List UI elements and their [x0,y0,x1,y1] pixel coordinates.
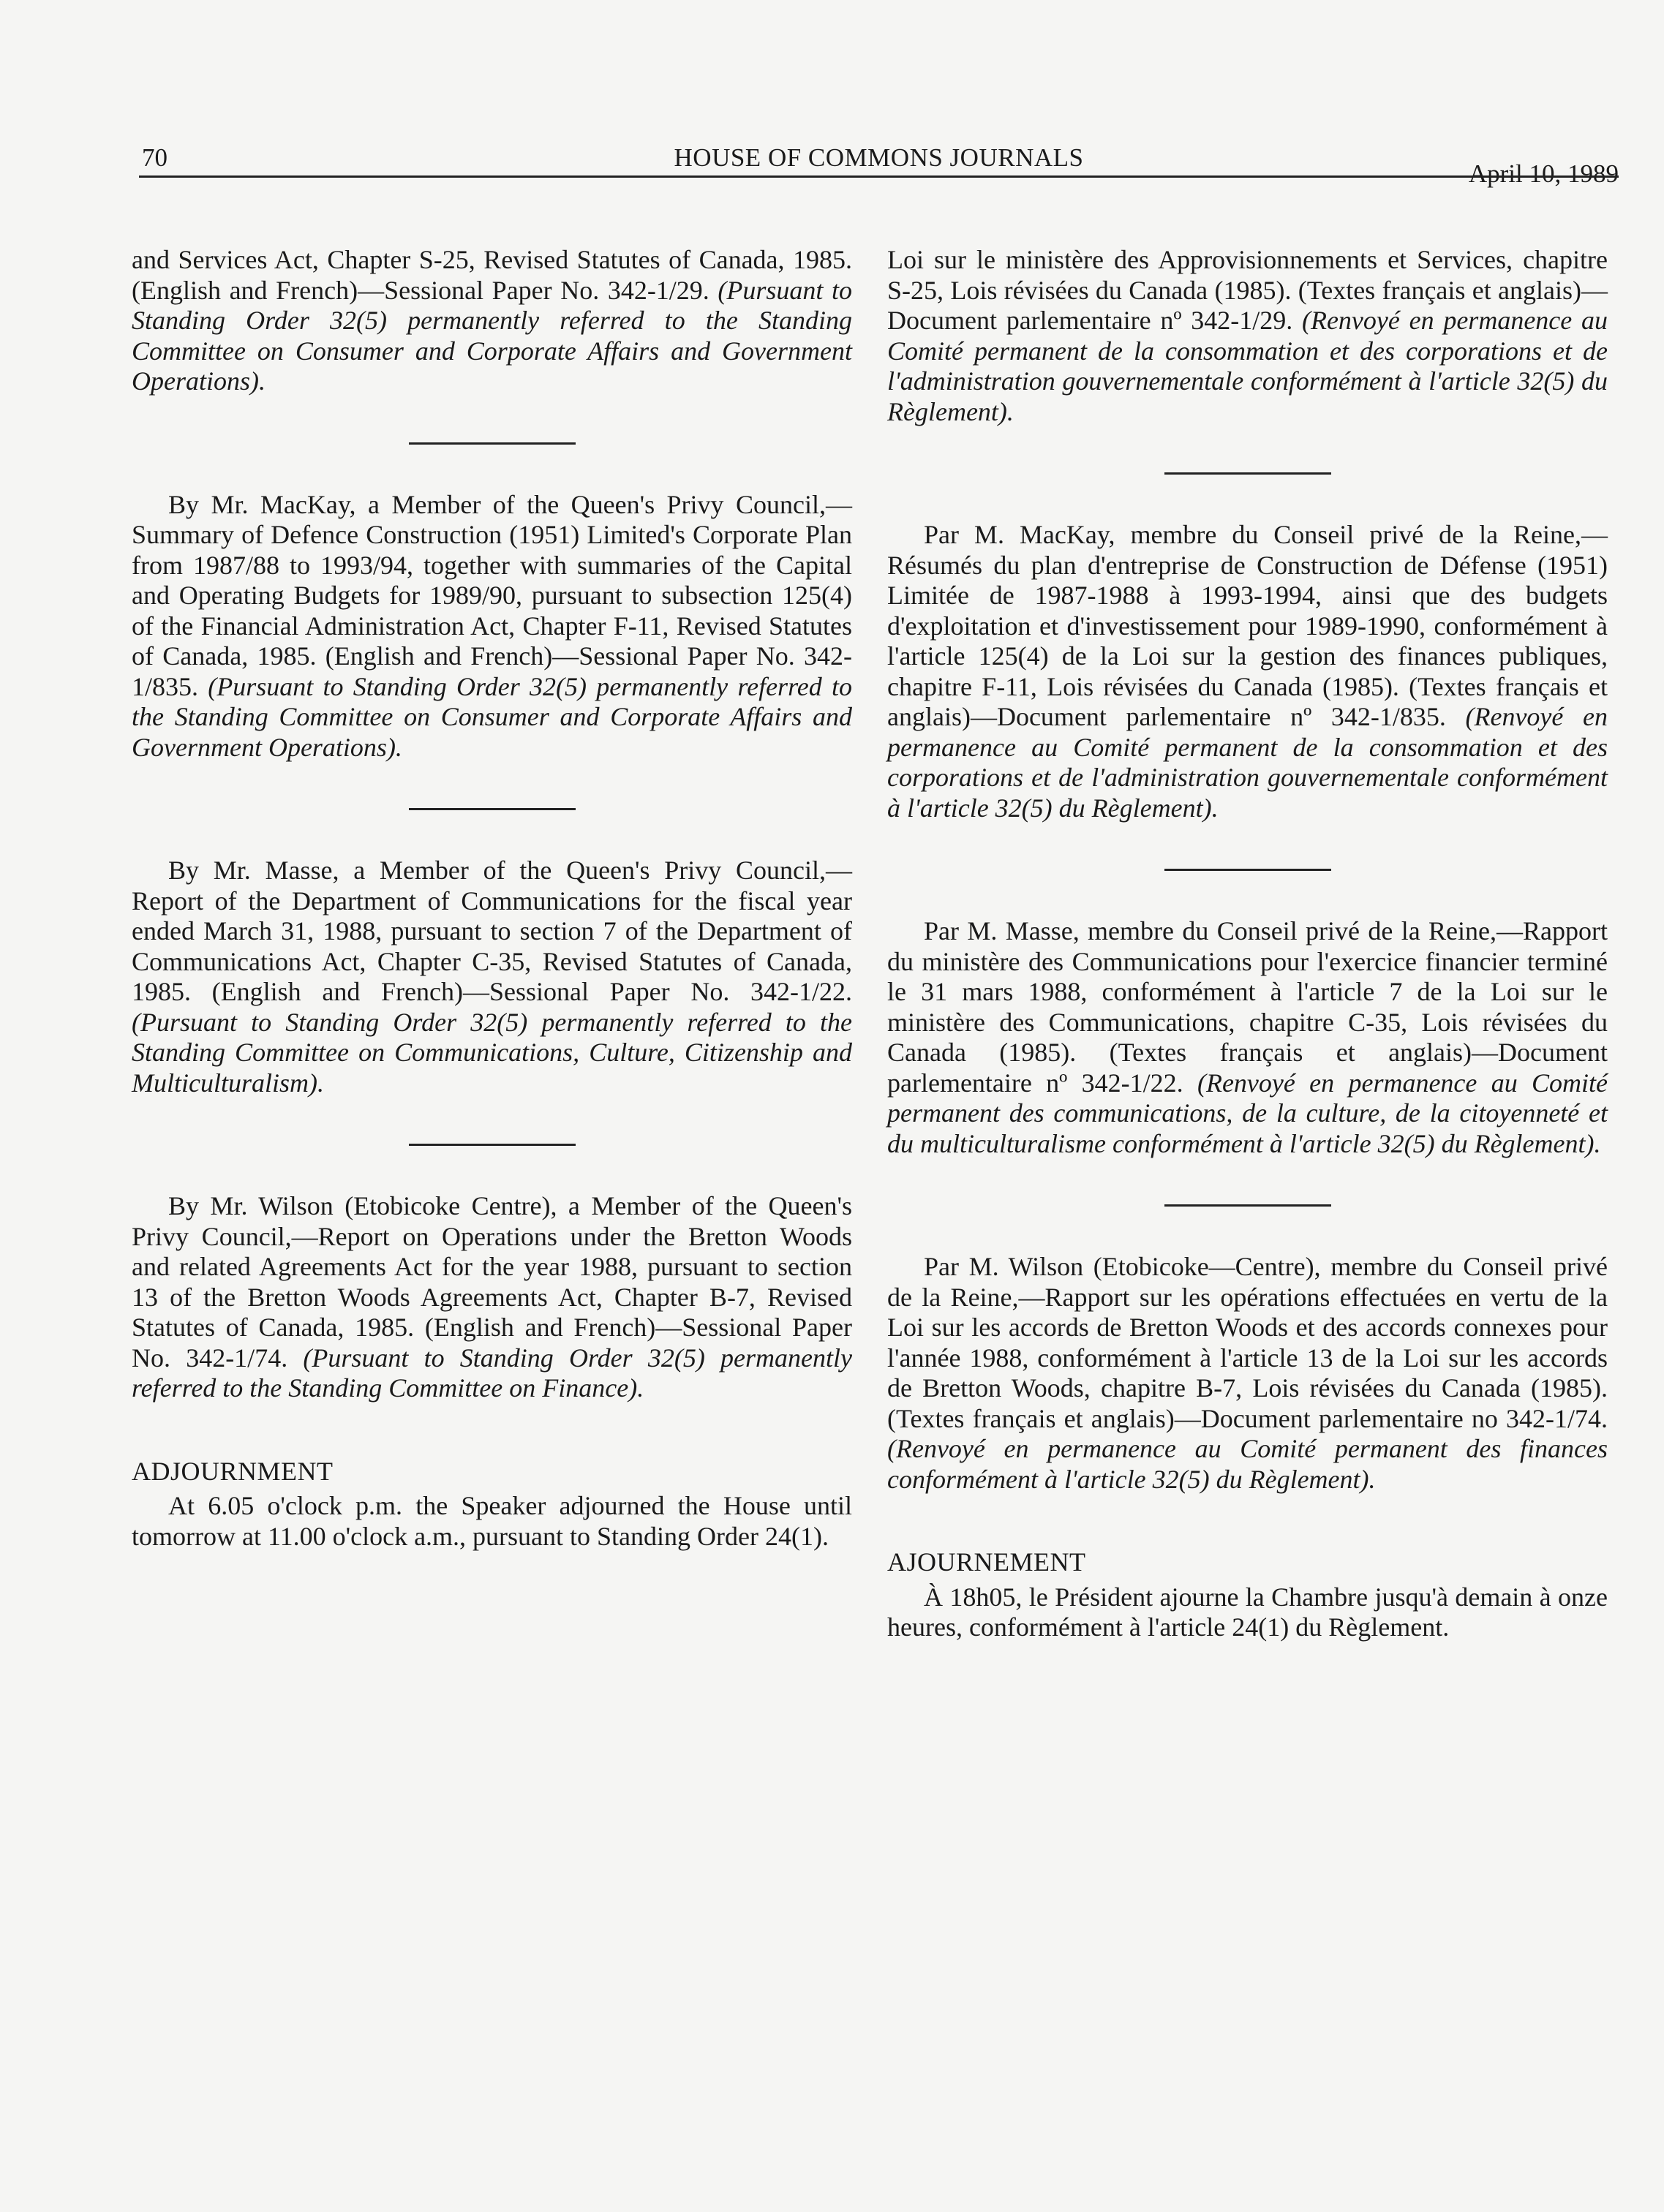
section-divider [1164,472,1331,475]
en-p2-text: By Mr. MacKay, a Member of the Queen's Privy Council,—Summary of Defence Construction (1951) Limited's Corporate Plan from 1987/88 to 1993/94, together with summaries of the Capital and Operating Budgets for 1989/90, pursuant to subsection 125(4) of the Financial Administration Act, Chapter F-11, Revised Statutes of Canada, 1985. (English and French)—Sessional Paper No. 342-1/835. [132,489,852,701]
en-paragraph-3 [132,856,852,1098]
en-p4-reference: (Pursuant to Standing Order 32(5) permanently referred to the Standing Committee on Finance). [132,1343,852,1403]
journal-title: HOUSE OF COMMONS JOURNALS [674,143,1084,172]
page-number: 70 [142,143,167,172]
fr-p1-reference: (Renvoyé en permanence au Comité permanent de la consommation et des corporations et de l'administration gouvernementale conformément à l'article 32(5) du Règlement). [887,306,1608,426]
header-rule [139,175,1619,178]
en-p2-reference: (Pursuant to Standing Order 32(5) permanently referred to the Standing Committee on Consumer and Corporate Affairs and Government Operations). [132,671,852,762]
fr-p3-reference: (Renvoyé en permanence au Comité permanent des communications, de la culture, de la citoyenneté et du multiculturalisme conformément à l'article 32(5) du Règlement). [887,1068,1608,1158]
fr-adjournment-heading: AJOURNEMENT [887,1547,1086,1577]
fr-paragraph-4 [887,1252,1608,1495]
fr-paragraph-3 [887,916,1608,1159]
en-p3-reference: (Pursuant to Standing Order 32(5) permanently referred to the Standing Committee on Communications, Culture, Citizenship and Multiculturalism). [132,1007,852,1098]
fr-p4-reference: (Renvoyé en permanence au Comité permanent des finances conformément à l'article 32(5) du Règlement). [887,1434,1608,1494]
section-divider [409,1144,576,1146]
en-paragraph-4 [132,1191,852,1404]
en-paragraph-1 [132,245,852,397]
en-p3-text: By Mr. Masse, a Member of the Queen's Privy Council,—Report of the Department of Communications for the fiscal year ended March 31, 1988, pursuant to section 7 of the Department of Communications Act, Chapter C-35, Revised Statutes of Canada, 1985. (English and French)—Sessional Paper No. 342-1/22. [132,856,852,1006]
english-column [132,245,852,1552]
section-divider [1164,869,1331,871]
en-p4-text: By Mr. Wilson (Etobicoke Centre), a Member of the Queen's Privy Council,—Report on Operations under the Bretton Woods and related Agreements Act for the year 1988, pursuant to section 13 of the Bretton Woods Agreements Act, Chapter B-7, Revised Statutes of Canada, 1985. (English and French)—Sessional Paper No. 342-1/74. [132,1191,852,1373]
fr-p4-text: Par M. Wilson (Etobicoke—Centre), membre du Conseil privé de la Reine,—Rapport sur les opérations effectuées en vertu de la Loi sur les accords de Bretton Woods et des accords connexes pour l'année 1988, conformément à l'article 13 de la Loi sur les accords de Bretton Woods, chapitre B-7, Lois révisées du Canada (1985). (Textes français et anglais)—Document parlementaire no 342-1/74. [887,1252,1608,1433]
en-paragraph-2 [132,490,852,763]
fr-p3-text: Par M. Masse, membre du Conseil privé de la Reine,—Rapport du ministère des Communications pour l'exercice financier terminé le 31 mars 1988, conformément à l'article 7 de la Loi sur le ministère des Communications, chapitre C-35, Lois révisées du Canada (1985). (Textes français et anglais)—Document parlementaire nº 342-1/22. [887,916,1608,1098]
fr-paragraph-2 [887,520,1608,823]
fr-p2-reference: (Renvoyé en permanence au Comité permanent de la consommation et des corporations et de l'administration gouvernementale conformément à l'article 32(5) du Règlement). [887,702,1608,823]
en-p1-text: and Services Act, Chapter S-25, Revised Statutes of Canada, 1985. (English and French)—Sessional Paper No. 342-1/29. [132,245,852,305]
en-adjournment-heading: ADJOURNMENT [132,1456,334,1486]
section-divider [409,808,576,810]
header-date: April 10, 1989 [1468,159,1619,188]
fr-paragraph-1 [887,245,1608,427]
fr-adjournment-text: À 18h05, le Président ajourne la Chambre jusqu'à demain à onze heures, conformément à l'article 24(1) du Règlement. [887,1582,1608,1642]
en-p1-reference: (Pursuant to Standing Order 32(5) permanently referred to the Standing Committee on Consumer and Corporate Affairs and Government Operations). [132,275,852,396]
fr-p2-text: Par M. MacKay, membre du Conseil privé de la Reine,—Résumés du plan d'entreprise de Construction de Défense (1951) Limitée de 1987-1988 à 1993-1994, ainsi que des budgets d'exploitation et d'investissement pour 1989-1990, conformément à l'article 125(4) de la Loi sur la gestion des finances publiques, chapitre F-11, Lois révisées du Canada (1985). (Textes français et anglais)—Document parlementaire nº 342-1/835. [887,520,1608,731]
page-header [139,143,1619,188]
french-column [887,245,1608,1643]
en-adjournment-text: At 6.05 o'clock p.m. the Speaker adjourned the House until tomorrow at 11.00 o'clock a.m., pursuant to Standing Order 24(1). [132,1491,852,1551]
fr-p1-text: Loi sur le ministère des Approvisionnements et Services, chapitre S-25, Lois révisées du Canada (1985). (Textes français et anglais)—Document parlementaire nº 342-1/29. [887,245,1608,335]
section-divider [409,442,576,445]
section-divider [1164,1204,1331,1207]
